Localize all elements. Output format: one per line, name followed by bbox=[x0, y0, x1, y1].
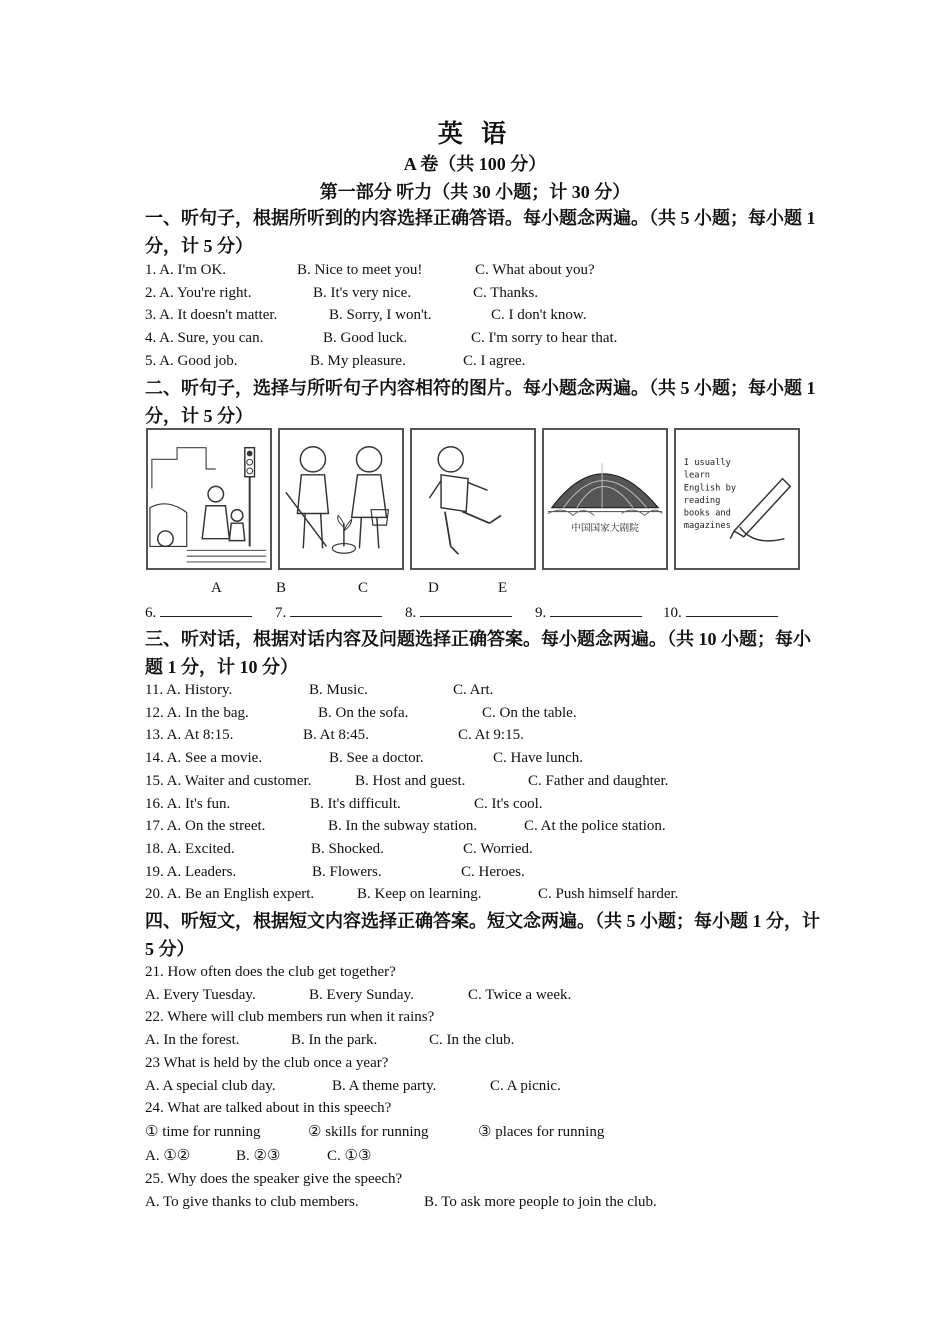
option-b: B. Sorry, I won't. bbox=[329, 307, 432, 323]
option-a: 2. A. You're right. bbox=[145, 285, 252, 301]
option-b: B. Nice to meet you! bbox=[297, 262, 423, 278]
option-b: B. Good luck. bbox=[323, 330, 408, 346]
option-a: 12. A. In the bag. bbox=[145, 705, 249, 721]
question-stem: 24. What are talked about in this speech? bbox=[145, 1100, 392, 1116]
option-c: C. At 9:15. bbox=[458, 727, 524, 743]
question-stem: 25. Why does the speaker give the speech? bbox=[145, 1171, 403, 1187]
option-b: B. A theme party. bbox=[332, 1078, 437, 1094]
option-a: A. A special club day. bbox=[145, 1078, 276, 1094]
option-b: B. In the subway station. bbox=[328, 818, 478, 834]
option-c: C. Father and daughter. bbox=[528, 773, 669, 789]
option-c: C. Heroes. bbox=[461, 864, 525, 880]
option-b: B. ②③ bbox=[236, 1148, 281, 1164]
volume-heading: A 卷（共 100 分） bbox=[403, 154, 547, 174]
option-c: C. At the police station. bbox=[524, 818, 666, 834]
theatre-caption: 中国国家大剧院 bbox=[571, 522, 639, 534]
picture-label: A bbox=[211, 580, 222, 596]
option-b: B. On the sofa. bbox=[318, 705, 409, 721]
picture-strip bbox=[146, 428, 806, 574]
option-c: C. Have lunch. bbox=[493, 750, 583, 766]
picture-label: C bbox=[358, 580, 369, 596]
option-b: B. My pleasure. bbox=[310, 353, 406, 369]
section-4-heading: 四、听短文，根据短文内容选择正确答案。短文念两遍。（共 5 小题；每小题 1 分，计 5 分） bbox=[145, 911, 820, 959]
option-a: 5. A. Good job. bbox=[145, 353, 238, 369]
question-stem: 22. Where will club members run when it rains? bbox=[145, 1009, 435, 1025]
option-c: C. Twice a week. bbox=[468, 987, 572, 1003]
section-3-heading: 三、听对话，根据对话内容及问题选择正确答案。每小题念两遍。（共 10 小题；每小题 1 分，计 10 分） bbox=[145, 629, 811, 677]
option-a: 19. A. Leaders. bbox=[145, 864, 237, 880]
theatre-illustration bbox=[544, 430, 666, 568]
option-b: B. It's difficult. bbox=[310, 796, 401, 812]
option-c: C. A picnic. bbox=[490, 1078, 561, 1094]
planting-illustration bbox=[280, 430, 402, 568]
option-c: C. Art. bbox=[453, 682, 494, 698]
section-2-heading: 二、听句子，选择与所听句子内容相符的图片。每小题念两遍。（共 5 小题；每小题 1 分，计 5 分） bbox=[145, 378, 816, 426]
answer-blank[interactable]: 9. bbox=[535, 602, 642, 623]
answer-blank[interactable]: 6. bbox=[145, 602, 252, 623]
page-title: 英 语 bbox=[437, 121, 513, 148]
option-a: 13. A. At 8:15. bbox=[145, 727, 234, 743]
picture-a-crossing bbox=[146, 428, 272, 570]
option-c: C. Push himself harder. bbox=[538, 886, 679, 902]
option-a: 4. A. Sure, you can. bbox=[145, 330, 264, 346]
list-item: ③ places for running bbox=[478, 1124, 605, 1140]
option-c: C. Worried. bbox=[463, 841, 533, 857]
list-item: ① time for running bbox=[145, 1124, 261, 1140]
option-b: B. Shocked. bbox=[311, 841, 384, 857]
option-b: B. Flowers. bbox=[312, 864, 382, 880]
option-a: A. To give thanks to club members. bbox=[145, 1194, 359, 1210]
option-a: 18. A. Excited. bbox=[145, 841, 235, 857]
option-a: A. In the forest. bbox=[145, 1032, 240, 1048]
option-c: C. I agree. bbox=[463, 353, 526, 369]
option-b: B. In the park. bbox=[291, 1032, 378, 1048]
section-1-heading: 一、听句子，根据所听到的内容选择正确答语。每小题念两遍。（共 5 小题；每小题 1 分，计 5 分） bbox=[145, 208, 816, 256]
note-line: magazines bbox=[683, 521, 731, 532]
option-a: 14. A. See a movie. bbox=[145, 750, 263, 766]
answer-blank[interactable]: 10. bbox=[663, 602, 778, 623]
option-b: B. See a doctor. bbox=[329, 750, 424, 766]
running-illustration bbox=[412, 430, 534, 568]
option-a: 1. A. I'm OK. bbox=[145, 262, 227, 278]
option-c: C. What about you? bbox=[475, 262, 595, 278]
option-c: C. I don't know. bbox=[491, 307, 587, 323]
option-c: C. In the club. bbox=[429, 1032, 515, 1048]
option-b: B. To ask more people to join the club. bbox=[424, 1194, 657, 1210]
note-line: books and bbox=[683, 508, 731, 519]
option-a: 17. A. On the street. bbox=[145, 818, 266, 834]
option-a: 3. A. It doesn't matter. bbox=[145, 307, 278, 323]
note-line: learn bbox=[683, 470, 710, 481]
writing-illustration bbox=[676, 430, 798, 568]
option-b: B. Every Sunday. bbox=[309, 987, 414, 1003]
note-line: I usually bbox=[683, 458, 731, 469]
option-a: 20. A. Be an English expert. bbox=[145, 886, 315, 902]
picture-label: B bbox=[276, 580, 287, 596]
picture-c-running bbox=[410, 428, 536, 570]
option-b: B. At 8:45. bbox=[303, 727, 369, 743]
question-stem: 21. How often does the club get together? bbox=[145, 964, 396, 980]
question-stem: 23 What is held by the club once a year? bbox=[145, 1055, 389, 1071]
option-a: A. Every Tuesday. bbox=[145, 987, 256, 1003]
option-a: 16. A. It's fun. bbox=[145, 796, 231, 812]
picture-b-planting bbox=[278, 428, 404, 570]
picture-e-writing bbox=[674, 428, 800, 570]
option-a: 11. A. History. bbox=[145, 682, 233, 698]
option-a: 15. A. Waiter and customer. bbox=[145, 773, 312, 789]
note-line: reading bbox=[683, 495, 721, 506]
option-c: C. Thanks. bbox=[473, 285, 539, 301]
option-c: C. I'm sorry to hear that. bbox=[471, 330, 618, 346]
picture-label: E bbox=[498, 580, 508, 596]
option-b: B. Music. bbox=[309, 682, 368, 698]
option-a: A. ①② bbox=[145, 1148, 191, 1164]
option-c: C. It's cool. bbox=[474, 796, 543, 812]
list-item: ② skills for running bbox=[308, 1124, 429, 1140]
answer-blank[interactable]: 7. bbox=[275, 602, 382, 623]
picture-label: D bbox=[428, 580, 439, 596]
answer-blank[interactable]: 8. bbox=[405, 602, 512, 623]
crossing-illustration bbox=[148, 430, 270, 568]
option-b: B. Keep on learning. bbox=[357, 886, 482, 902]
part-heading: 第一部分 听力（共 30 小题；计 30 分） bbox=[319, 182, 631, 202]
option-c: C. ①③ bbox=[327, 1148, 372, 1164]
option-c: C. On the table. bbox=[482, 705, 577, 721]
option-b: B. It's very nice. bbox=[313, 285, 412, 301]
note-line: English by bbox=[683, 483, 737, 494]
option-b: B. Host and guest. bbox=[355, 773, 466, 789]
picture-d-theatre bbox=[542, 428, 668, 570]
